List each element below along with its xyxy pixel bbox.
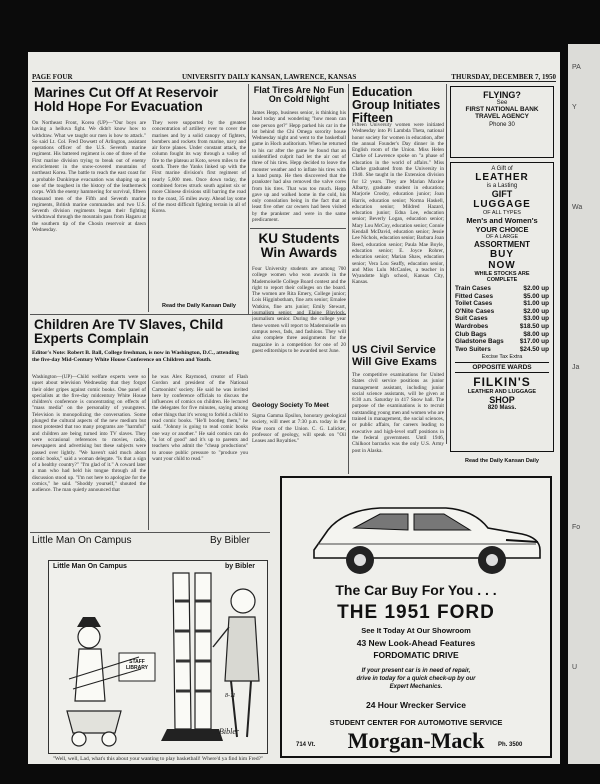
luggage-price-row [455,315,549,323]
luggage-item-name: Fitted Cases [455,292,494,300]
travel-ad-phone: Phone 30 [489,122,515,128]
luggage-now: NOW [488,260,516,271]
luggage-lasting: is a Lasting [486,183,518,189]
luggage-item-price: $2.00 up [523,285,549,292]
luggage-item-price: $1.00 up [523,300,549,308]
luggage-price-row [455,331,549,339]
luggage-complete: COMPLETE [486,277,518,283]
car-ad-service-center: STUDENT CENTER FOR AUTOMOTIVE SERVICE [329,718,503,727]
education-body: Fifteen University women were initiated Wednesday into Pi Lambda Theta, national honor society for women in education, after the annual Founder's Day dinner in the English room of the Union. Miss Helen Clarke of Lawrence spoke on "a phase of education in the world of affairs." Miss Clarke graduated from the University in 1940. She taught in the Extension division for 12 years. They are Marian Maxine Albarty, graduate student in education; Marjorie Crosby, education junior; Joan Harris, education senior; Norma Haskell, education senior; Mildred Hazard, education junior; Edna Lee, education senior; Beverly Logan, education senior; Mary Lou McCoy, education senior; Connie Kendall McDavid, education senior; Jessie Lee Nichols, education senior; Barbara Joan Reed, education senior; Paula Mae Boyle, education senior; E. Joyce Rohrer, education senior; Marian Shaw, education senior; Vera Lou Seaffy, education senior, and Miss Lulu McCanles, a teacher in Wyandotte high school, Kansas City, Kansas. [352,122,444,286]
cartoon-signature: Bibler [219,727,239,736]
civil-service-body: The competitive examinations for United States civil service positions as junior management assistant, including junior social science assistants, will be given at 8:30 a.m. Saturday in 417 Snow hall. The purpose of the examinations is to recruit outstanding young men and women who are trained in management, the social sciences, or public affairs, for careers leading to executive and high-level staff positions in the federal government. Until 1946, Chilkoot barracks was the only U.S. Army post in Alaska. [352,372,444,454]
filkins-tagline: LEATHER AND LUGGAGE [467,389,537,396]
next-page-fragment: Fo [572,524,581,531]
ku-students-headline: KU Students Win Awards [258,231,340,261]
geology-headline: Geology Society To Meet [252,402,329,409]
column-rule [446,84,447,444]
geology-body: Sigma Gamma Epsilon, honorary geological society, will meet at 7:30 p.m. today in the Pine room of the Union. C. G. Lalicker, professor of geology, will speak on "Oil Leases and Royalties." [252,413,346,445]
luggage-gift-of: A Gift of [491,166,513,172]
section-rule [30,532,270,533]
filkins-name: FILKIN'S [473,375,531,390]
luggage-item-price: $8.00 up [523,330,549,338]
luggage-price-row [455,308,549,316]
luggage-item-price: $24.50 up [519,345,549,353]
travel-ad-bank: FIRST NATIONAL BANK [465,106,539,113]
marines-headline: Marines Cut Off At Reservoir Hold Hope For Evacuation [34,85,219,115]
luggage-luggage: LUGGAGE [473,199,531,210]
luggage-item-price: $17.00 up [519,338,549,346]
luggage-item-price: $3.00 up [523,315,549,323]
flat-tires-body: James Hepp, business senior, is thinking his head today and wondering "how mean can one person get?" Hepp parked his car in the lot behind the Chi Omega sorority house Wednesday night and went to the basketball game in Hoch auditorium. When he returned to his car after the game he found that an unidentified culprit had let the air out of three of his tires. Hepp decided to leave the monster weather and to inflate his tires with a hand pump. He then discovered that the prankster had also removed the valve cores from his tires. That was too much. Hepp gave up and walked home in the cold, his only consolation being in the fact that at least five other car owners had been visited by the prankster and were in the same predicament. [252,110,346,224]
luggage-price-row [455,323,549,331]
next-page-fragment: Y [572,104,577,111]
luggage-types: OF ALL TYPES [483,210,521,216]
luggage-price-row [455,285,549,293]
column-rule [348,84,349,474]
ku-students-body: Four University students are among 700 college women who won awards in the Mademoiselle College Board contest and the right to report their colleges on the board. The women are Rita Emery, College junior; Lois Higginbotham, fine arts senior; Ernalee Watkins, fine arts junior; Emily Stewart, journalism senior, and Elaine Blaylock, journalism senior. During the college year these women will report to Mademoiselle on campus news, fads, and fashions. They will also complete three assignments for the magazine in a competition for one of 20 guest editorships to be awarded next June. [252,266,346,354]
luggage-tax: Excise Tax Extra [481,354,523,361]
luggage-item-name: Suit Cases [455,315,488,323]
next-page-edge [568,44,600,764]
car-ad-features: 43 New Look-Ahead Features [356,638,476,648]
cartoon-byline: By Bibler [210,535,251,546]
cartoon-drawing [49,561,268,754]
page-number: PAGE FOUR [32,73,73,81]
car-ad-dealer: Morgan-Mack [347,728,485,753]
column-rule [148,368,149,530]
read-daily-promo: Read the Daily Kansan Daily [465,458,539,464]
marines-body-col1: On Northeast Front, Korea (UP)—"Our boys are having a helluva fight. We didn't know how to withdraw. What we taught our men is how to attack." So said Lt. Col. Fred Dowsett of Arlington, assistant operations officer of the U.S. Seventh marine regiment. His battered regiment is one of three of the First marine division trying to break out of enemy encirclement in the snow-covered mountains of northeast Korea. The battle to reach the east coast for a probable Dunkirque evacuation was shaping up as one of the toughest in the history of the leatherneck corps. With the enemy hammering for survival, fifteen thousand men of the Fifth and Seventh marine regiments, British marine commandos and two U.S. Seventh division regiments began their fighting withdrawal through the mountain pass from Hagaru at the southern tip of the Chosin reservoir at dawn Wednesday. [32,120,146,234]
marines-body-col2: They were supported by the greatest concentration of artillery ever to cover the marines and by a solid canopy of fighters, bombers and rockets from marine, navy and air force planes. Under constant attack, the column fought its way through a valley of fire to the plateau at Koto, seven miles to the south. There the Yanks linked up with the First marine division's first regiment of nearly 5,000 men. Once down today, the combined forces struck south against six or more Chinese divisions still barring the road to the coast, 35 miles away. Ahead lay some of the most difficult fighting terrain in all of Korea. [152,120,246,215]
newspaper-page [28,52,560,764]
luggage-price-row [455,300,549,308]
luggage-item-price: $18.50 up [519,322,549,330]
cartoon-inner-title: Little Man On Campus [53,563,127,570]
luggage-item-name: Two Suiters [455,345,491,353]
luggage-item-name: Club Bags [455,330,487,338]
car-ad-fordomatic: FORDOMATIC DRIVE [373,650,459,660]
flat-tires-headline: Flat Tires Are No Fun On Cold Night [253,85,345,105]
children-body-col1: Washington—(UP)—Child welfare experts were so upset about television Wednesday that they forgot their older gripes against comic books. One panel of specialists at the five-day midcentury White House children's conference is concentrating on effects of "mass media" on the personality of youngsters. Television is monopolizing the conversation. Some plunged the cultural aspects of the new medium but most protested that too many programs are "harmful" and children are being turned into TV slaves. They were occasional references to movies, radio, newspapers and advertising but these subjects were passed over lightly. "We haven't said much about comic books," said a woman delegate. "Is that a sign of a healthy country?" "I'm glad of it." A coward later a man who had held his tongue through all the discussion stood up. "I'm not here to apologize for the comics," he said. "Shoddy yourself," shouted the audience. The man quietly announced that [32,374,146,494]
luggage-gift: GIFT [491,189,513,199]
luggage-item-name: Train Cases [455,285,491,292]
column-rule [148,178,149,312]
masthead-line: UNIVERSITY DAILY KANSAN, LAWRENCE, KANSAS [182,73,357,81]
marines-credit: Read the Daily Kansan Daily [162,303,236,309]
luggage-mens-womens: Men's and Women's [466,216,538,225]
luggage-your-choice: YOUR CHOICE [475,225,529,234]
luggage-item-name: Gladstone Bags [455,338,504,346]
luggage-ad [450,162,554,452]
luggage-item-price: $2.00 up [523,307,549,315]
luggage-large: OF A LARGE [485,234,519,240]
education-headline: Education Group Initiates Fifteen [352,85,441,126]
car-ad-repair-2: drive in today for a quick check-up by our [356,676,476,682]
cartoon-header: Little Man On Campus [32,535,132,546]
car-ad-model: THE 1951 FORD [337,602,495,623]
filkins-address: 820 Mass. [487,405,517,412]
car-ad-wrecker: 24 Hour Wrecker Service [365,700,466,710]
children-editors-note: Editor's Note: Robert B. Ball, College freshman, is now in Washington, D.C., attending the five-day Mid-Century White House Conference on Children and Youth. [32,350,239,363]
luggage-item-name: Wardrobes [455,322,489,330]
luggage-price-list [455,285,549,353]
luggage-item-name: O'Nite Cases [455,307,495,315]
luggage-while: WHILE STOCKS ARE [474,271,530,277]
children-body-col2: he was Alex Raymond, creator of Flash Gordon and president of the National Cartoonists' society. He said he was invited here by conference officials to discuss the influences of comics on children. He lectured the delegates for five minutes, saying among other things that it's wrong to forbid a child to read comic books. "He'll bootleg them," he said. "Johnny is going to read comic books one way or another." He said comics can do "a lot of good" and it's up to parents and teachers who admit the "cheap productions" to arouse public pressure to "produce you want your child to read." [152,374,248,462]
luggage-leather: LEATHER [475,172,529,183]
civil-service-headline: US Civil Service Will Give Exams [352,344,437,368]
travel-ad-line1: FLYING? [483,90,521,100]
car-ad-address: 714 Vt. [296,742,316,748]
section-rule [250,228,346,229]
cartoon-date: 8-11 [225,693,236,699]
luggage-opposite: OPPOSITE WARDS [455,362,549,373]
travel-ad [450,86,554,158]
luggage-item-price: $5.00 up [523,292,549,300]
folio-line [32,73,556,82]
next-page-fragment: Ja [572,364,580,371]
luggage-item-name: Toilet Cases [455,300,493,308]
travel-ad-agency: TRAVEL AGENCY [475,113,529,120]
car-illustration [284,484,552,582]
cartoon-panel [48,560,268,754]
luggage-price-row [455,346,549,354]
next-page-fragment: PA [572,64,581,71]
cartoon-caption: "Well, well, Lad, what's this about your wanting to play basketball! Where'd ya find him Fred?" [52,756,264,762]
filkins-shop: SHOP [489,395,515,406]
children-headline: Children Are TV Slaves, Child Experts Complain [34,317,224,347]
ford-ad [280,476,552,758]
issue-date: THURSDAY, DECEMBER 7, 1950 [451,73,556,81]
car-ad-repair-3: Expert Mechanics. [389,684,443,690]
car-ad-phone: Ph. 3500 [498,742,523,748]
next-page-fragment: Wa [572,204,583,211]
car-ad-headline: The Car Buy For You . . . [335,582,497,598]
column-rule [248,84,249,314]
luggage-assortment: ASSORTMENT [474,240,530,249]
cartoon-sign: STAFF LIBRARY [125,659,149,671]
car-ad-repair-1: If your present car is in need of repair, [361,668,471,674]
luggage-buy: BUY [489,249,515,260]
car-ad-showroom: See It Today At Our Showroom [361,626,471,635]
next-page-fragment: U [572,664,578,671]
travel-ad-line2: See [496,100,508,106]
cartoon-inner-byline: by Bibler [225,563,255,570]
luggage-price-row [455,338,549,346]
luggage-price-row [455,293,549,301]
